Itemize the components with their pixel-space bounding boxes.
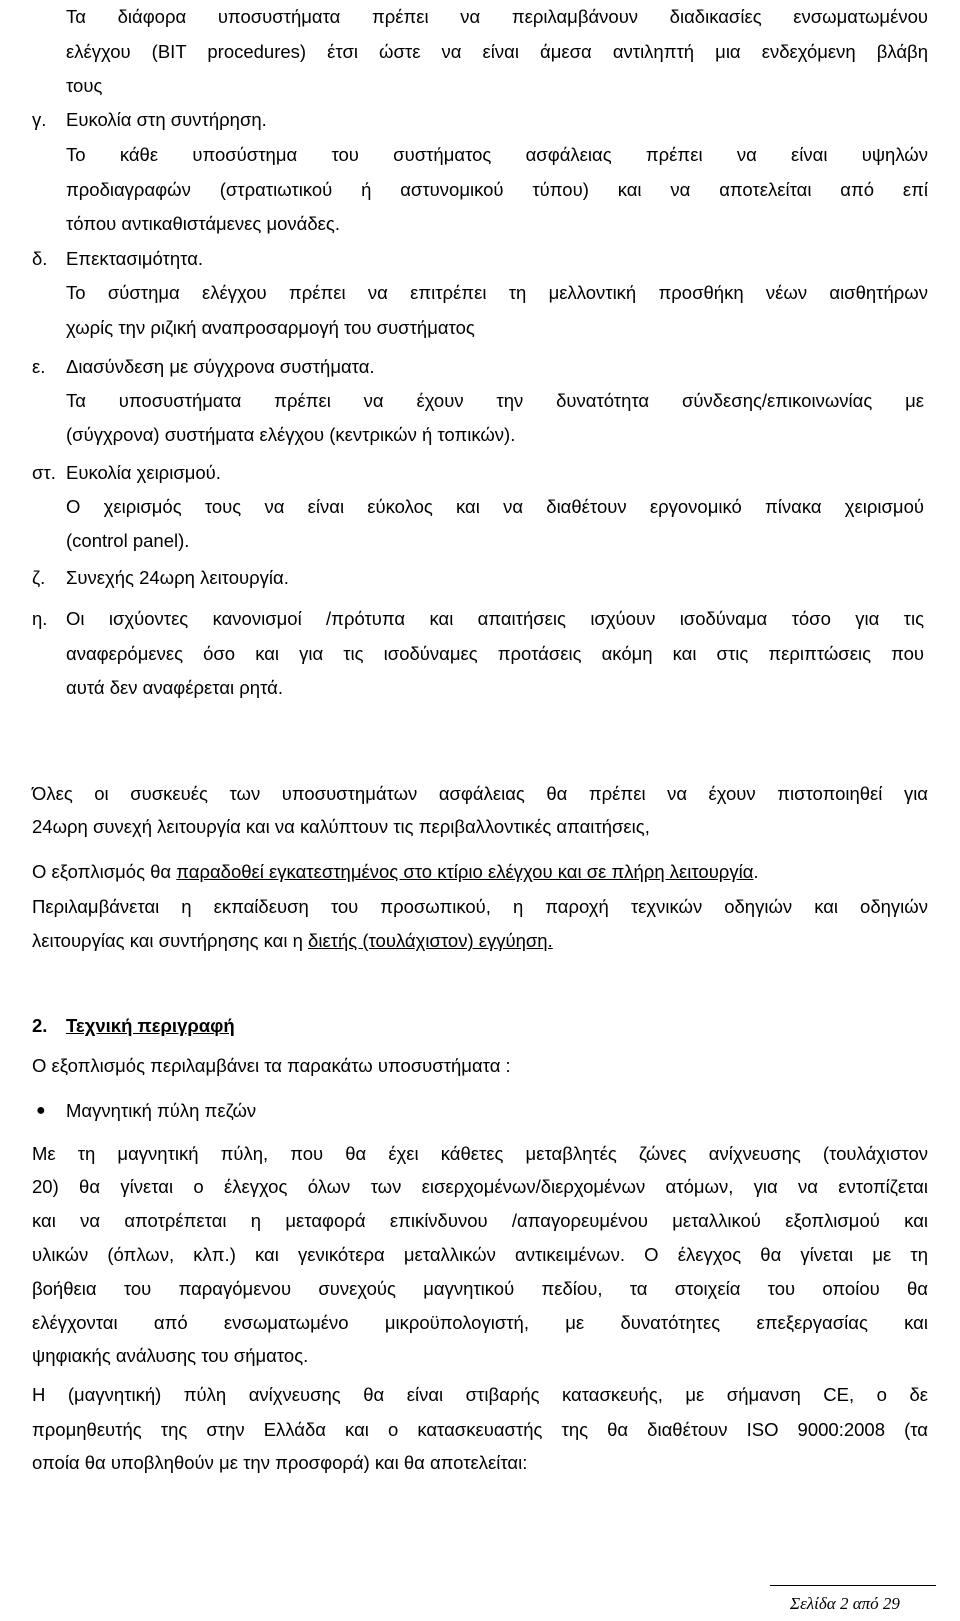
- list-item-text: Το κάθε υποσύστημα του συστήματος ασφάλειας πρέπει να είναι υψηλών: [66, 144, 928, 165]
- paragraph-line: Περιλαμβάνεται η εκπαίδευση του προσωπικού, η παροχή τεχνικών οδηγιών και οδηγιών: [32, 896, 928, 917]
- paragraph-line: [32, 860, 759, 884]
- list-marker: στ.: [32, 462, 56, 483]
- list-item-text: προδιαγραφών (στρατιωτικού ή αστυνομικού τύπου) και να αποτελείται από επί: [66, 179, 928, 200]
- section-intro: Ο εξοπλισμός περιλαμβάνει τα παρακάτω υποσυστήματα :: [32, 1055, 511, 1076]
- paragraph-line: και να αποτρέπεται η μεταφορά επικίνδυνου /απαγορευμένου μεταλλικού εξοπλισμού και: [32, 1210, 928, 1231]
- bit-text-line: ελέγχου (BIT procedures) έτσι ώστε να είναι άμεσα αντιληπτή μια ενδεχόμενη βλάβη: [66, 41, 928, 62]
- paragraph-line: [32, 929, 553, 953]
- paragraph-line: Με τη μαγνητική πύλη, που θα έχει κάθετες μεταβλητές ζώνες ανίχνευσης (τουλάχιστον: [32, 1143, 928, 1164]
- list-marker: η.: [32, 608, 48, 629]
- footer-rule: [770, 1585, 936, 1586]
- list-item-text: Τα υποσυστήματα πρέπει να έχουν την δυνατότητα σύνδεσης/επικοινωνίας με: [66, 390, 924, 411]
- list-marker: δ.: [32, 248, 48, 269]
- paragraph-line: ψηφιακής ανάλυσης του σήματος.: [32, 1345, 309, 1366]
- list-item-text: Το σύστημα ελέγχου πρέπει να επιτρέπει τη μελλοντική προσθήκη νέων αισθητήρων: [66, 282, 928, 303]
- list-item-title: Ευκολία χειρισμού.: [66, 462, 221, 483]
- paragraph-line: προμηθευτής της στην Ελλάδα και ο κατασκευαστής της θα διαθέτουν ISO 9000:2008 (τα: [32, 1419, 928, 1440]
- underlined-text: παραδοθεί εγκατεστημένος στο κτίριο ελέγχου και σε πλήρη λειτουργία: [176, 861, 754, 882]
- paragraph-line: 24ωρη συνεχή λειτουργία και να καλύπτουν τις περιβαλλοντικές απαιτήσεις,: [32, 816, 650, 837]
- bullet-icon: ●: [36, 1102, 46, 1119]
- bit-text-line: τους: [66, 75, 103, 96]
- underlined-text: διετής (τουλάχιστον) εγγύηση.: [308, 930, 553, 951]
- text-run: λειτουργίας και συντήρησης και η: [32, 930, 309, 951]
- paragraph-line: 20) θα γίνεται ο έλεγχος όλων των εισερχομένων/διερχομένων ατόμων, για να εντοπίζεται: [32, 1176, 928, 1197]
- list-item-text: τόπου αντικαθιστάμενες μονάδες.: [66, 213, 340, 234]
- list-item-title: Διασύνδεση με σύγχρονα συστήματα.: [66, 356, 375, 377]
- list-item-text: χωρίς την ριζική αναπροσαρμογή του συστήματος: [66, 317, 475, 338]
- list-item-title: Επεκτασιμότητα.: [66, 248, 204, 269]
- text-run: .: [753, 861, 759, 882]
- list-item-title: Ευκολία στη συντήρηση.: [66, 109, 267, 130]
- paragraph-line: οποία θα υποβληθούν με την προσφορά) και θα αποτελείται:: [32, 1452, 528, 1473]
- list-item-text: αναφερόμενες όσο και για τις ισοδύναμες προτάσεις ακόμη και στις περιπτώσεις που: [66, 643, 924, 664]
- text-run: Ο εξοπλισμός θα: [32, 861, 177, 882]
- list-marker: ε.: [32, 356, 46, 377]
- list-marker: γ.: [32, 109, 47, 130]
- list-item-text: αυτά δεν αναφέρεται ρητά.: [66, 677, 283, 698]
- list-item-text: Ο χειρισμός τους να είναι εύκολος και να διαθέτουν εργονομικό πίνακα χειρισμού: [66, 496, 924, 517]
- paragraph-line: Όλες οι συσκευές των υποσυστημάτων ασφάλειας θα πρέπει να έχουν πιστοποιηθεί για: [32, 783, 928, 804]
- paragraph-line: ελέγχονται από ενσωματωμένο μικροϋπολογιστή, με δυνατότητες επεξεργασίας και: [32, 1312, 928, 1333]
- list-item-text: (control panel).: [66, 530, 190, 551]
- paragraph-line: υλικών (όπλων, κλπ.) και γενικότερα μεταλλικών αντικειμένων. Ο έλεγχος θα γίνεται με τη: [32, 1244, 928, 1265]
- list-item-title: Συνεχής 24ωρη λειτουργία.: [66, 567, 289, 588]
- list-item-text: Οι ισχύοντες κανονισμοί /πρότυπα και απαιτήσεις ισχύουν ισοδύναμα τόσο για τις: [66, 608, 924, 629]
- paragraph-line: βοήθεια του παραγόμενου συνεχούς μαγνητικού πεδίου, τα στοιχεία του οποίου θα: [32, 1278, 928, 1299]
- bullet-item: Μαγνητική πύλη πεζών: [66, 1100, 257, 1121]
- section-title: Τεχνική περιγραφή: [66, 1015, 235, 1036]
- page-number: Σελίδα 2 από 29: [790, 1594, 900, 1613]
- list-item-text: (σύγχρονα) συστήματα ελέγχου (κεντρικών ή τοπικών).: [66, 424, 516, 445]
- list-marker: ζ.: [32, 567, 46, 588]
- bit-text-line: Τα διάφορα υποσυστήματα πρέπει να περιλαμβάνουν διαδικασίες ενσωματωμένου: [66, 6, 928, 27]
- paragraph-line: Η (μαγνητική) πύλη ανίχνευσης θα είναι στιβαρής κατασκευής, με σήμανση CE, ο δε: [32, 1384, 928, 1405]
- section-number: 2.: [32, 1015, 48, 1036]
